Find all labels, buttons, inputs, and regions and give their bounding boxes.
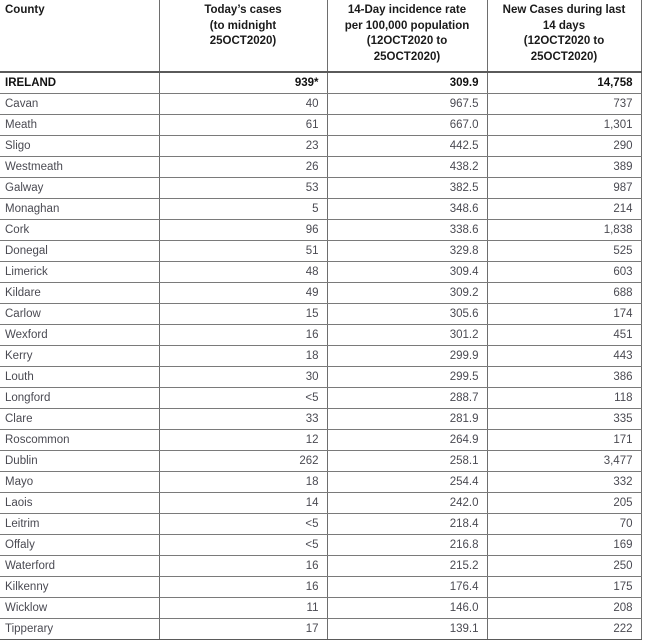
cell-county: Kilkenny [0,577,159,598]
cell-new_cases: 332 [487,472,641,493]
cell-county: Roscommon [0,430,159,451]
cell-new_cases: 208 [487,598,641,619]
table-row [0,577,641,598]
cell-today: <5 [159,514,327,535]
table-body [0,72,641,640]
table-row [0,283,641,304]
cell-today: 11 [159,598,327,619]
cell-today: 48 [159,262,327,283]
cell-new_cases: 525 [487,241,641,262]
cell-rate: 438.2 [327,157,487,178]
cell-new_cases: 222 [487,619,641,640]
cell-rate: 309.2 [327,283,487,304]
cell-today: 12 [159,430,327,451]
cell-new_cases: 1,301 [487,115,641,136]
cell-rate: 176.4 [327,577,487,598]
cell-today: 16 [159,577,327,598]
cell-today: 5 [159,199,327,220]
cell-new_cases: 14,758 [487,72,641,94]
cell-today: 17 [159,619,327,640]
cell-rate: 309.4 [327,262,487,283]
cell-new_cases: 175 [487,577,641,598]
table-row [0,325,641,346]
column-header-todays-cases: Today’s cases (to midnight 25OCT2020) [159,0,327,72]
table-row [0,115,641,136]
cell-new_cases: 443 [487,346,641,367]
cell-rate: 348.6 [327,199,487,220]
cell-new_cases: 603 [487,262,641,283]
cell-rate: 442.5 [327,136,487,157]
cell-county: IRELAND [0,72,159,94]
cell-county: Longford [0,388,159,409]
cell-county: Sligo [0,136,159,157]
cell-today: <5 [159,388,327,409]
table-row [0,367,641,388]
table-row [0,220,641,241]
table-row [0,514,641,535]
cell-today: 51 [159,241,327,262]
cell-county: Laois [0,493,159,514]
cell-county: Carlow [0,304,159,325]
cell-new_cases: 3,477 [487,451,641,472]
cell-county: Cavan [0,94,159,115]
cell-today: 40 [159,94,327,115]
cell-county: Clare [0,409,159,430]
cell-today: 14 [159,493,327,514]
cell-rate: 329.8 [327,241,487,262]
cell-today: 30 [159,367,327,388]
cell-rate: 299.5 [327,367,487,388]
cell-rate: 146.0 [327,598,487,619]
cell-county: Limerick [0,262,159,283]
cell-rate: 309.9 [327,72,487,94]
table-row [0,241,641,262]
cell-county: Kerry [0,346,159,367]
table-row [0,346,641,367]
cell-county: Louth [0,367,159,388]
cell-new_cases: 205 [487,493,641,514]
cell-rate: 242.0 [327,493,487,514]
cell-today: 18 [159,346,327,367]
table-row [0,430,641,451]
cell-county: Dublin [0,451,159,472]
cell-county: Cork [0,220,159,241]
cell-rate: 139.1 [327,619,487,640]
cell-today: 16 [159,325,327,346]
table-row [0,619,641,640]
cell-today: 18 [159,472,327,493]
cell-rate: 281.9 [327,409,487,430]
cell-new_cases: 737 [487,94,641,115]
cell-rate: 305.6 [327,304,487,325]
cell-today: 61 [159,115,327,136]
cell-today: 16 [159,556,327,577]
cell-county: Wicklow [0,598,159,619]
cell-rate: 301.2 [327,325,487,346]
cell-today: 939* [159,72,327,94]
cell-rate: 264.9 [327,430,487,451]
cell-rate: 216.8 [327,535,487,556]
cell-today: 15 [159,304,327,325]
column-header-new-cases-last-14-days: New Cases during last 14 days (12OCT2020 to 25OCT2020) [487,0,641,72]
cell-new_cases: 688 [487,283,641,304]
column-header-county: County [0,0,159,72]
table-row [0,199,641,220]
cell-rate: 382.5 [327,178,487,199]
cell-new_cases: 389 [487,157,641,178]
table-row [0,598,641,619]
table-row [0,451,641,472]
table-row [0,157,641,178]
cell-new_cases: 335 [487,409,641,430]
cell-new_cases: 214 [487,199,641,220]
table-row [0,388,641,409]
cell-today: 23 [159,136,327,157]
cell-rate: 288.7 [327,388,487,409]
cell-today: 53 [159,178,327,199]
cell-county: Galway [0,178,159,199]
table-row [0,556,641,577]
table-row [0,493,641,514]
table-row [0,136,641,157]
cell-county: Offaly [0,535,159,556]
cell-county: Tipperary [0,619,159,640]
cell-new_cases: 70 [487,514,641,535]
cell-rate: 338.6 [327,220,487,241]
cell-county: Kildare [0,283,159,304]
table-header [0,0,641,72]
table-row [0,262,641,283]
cell-today: 49 [159,283,327,304]
cell-today: 26 [159,157,327,178]
table-row [0,94,641,115]
cell-county: Westmeath [0,157,159,178]
cell-new_cases: 250 [487,556,641,577]
cell-rate: 218.4 [327,514,487,535]
cell-today: 96 [159,220,327,241]
table-row [0,178,641,199]
cell-county: Wexford [0,325,159,346]
cell-county: Monaghan [0,199,159,220]
cell-new_cases: 169 [487,535,641,556]
table-row [0,304,641,325]
cell-rate: 667.0 [327,115,487,136]
cell-county: Waterford [0,556,159,577]
cell-new_cases: 290 [487,136,641,157]
table-row [0,472,641,493]
header-row [0,0,641,72]
cell-new_cases: 1,838 [487,220,641,241]
cell-rate: 299.9 [327,346,487,367]
cell-new_cases: 174 [487,304,641,325]
cell-county: Donegal [0,241,159,262]
cell-today: 262 [159,451,327,472]
cell-new_cases: 171 [487,430,641,451]
cell-rate: 967.5 [327,94,487,115]
cell-rate: 215.2 [327,556,487,577]
cell-county: Leitrim [0,514,159,535]
cell-new_cases: 386 [487,367,641,388]
cell-new_cases: 987 [487,178,641,199]
cell-county: Mayo [0,472,159,493]
cell-rate: 258.1 [327,451,487,472]
cell-rate: 254.4 [327,472,487,493]
column-header-14-day-incidence-rate: 14-Day incidence rate per 100,000 population (12OCT2020 to 25OCT2020) [327,0,487,72]
table-row [0,535,641,556]
table-row-total [0,72,641,94]
cell-new_cases: 118 [487,388,641,409]
cell-today: 33 [159,409,327,430]
cell-today: <5 [159,535,327,556]
table-row [0,409,641,430]
cell-new_cases: 451 [487,325,641,346]
cell-county: Meath [0,115,159,136]
